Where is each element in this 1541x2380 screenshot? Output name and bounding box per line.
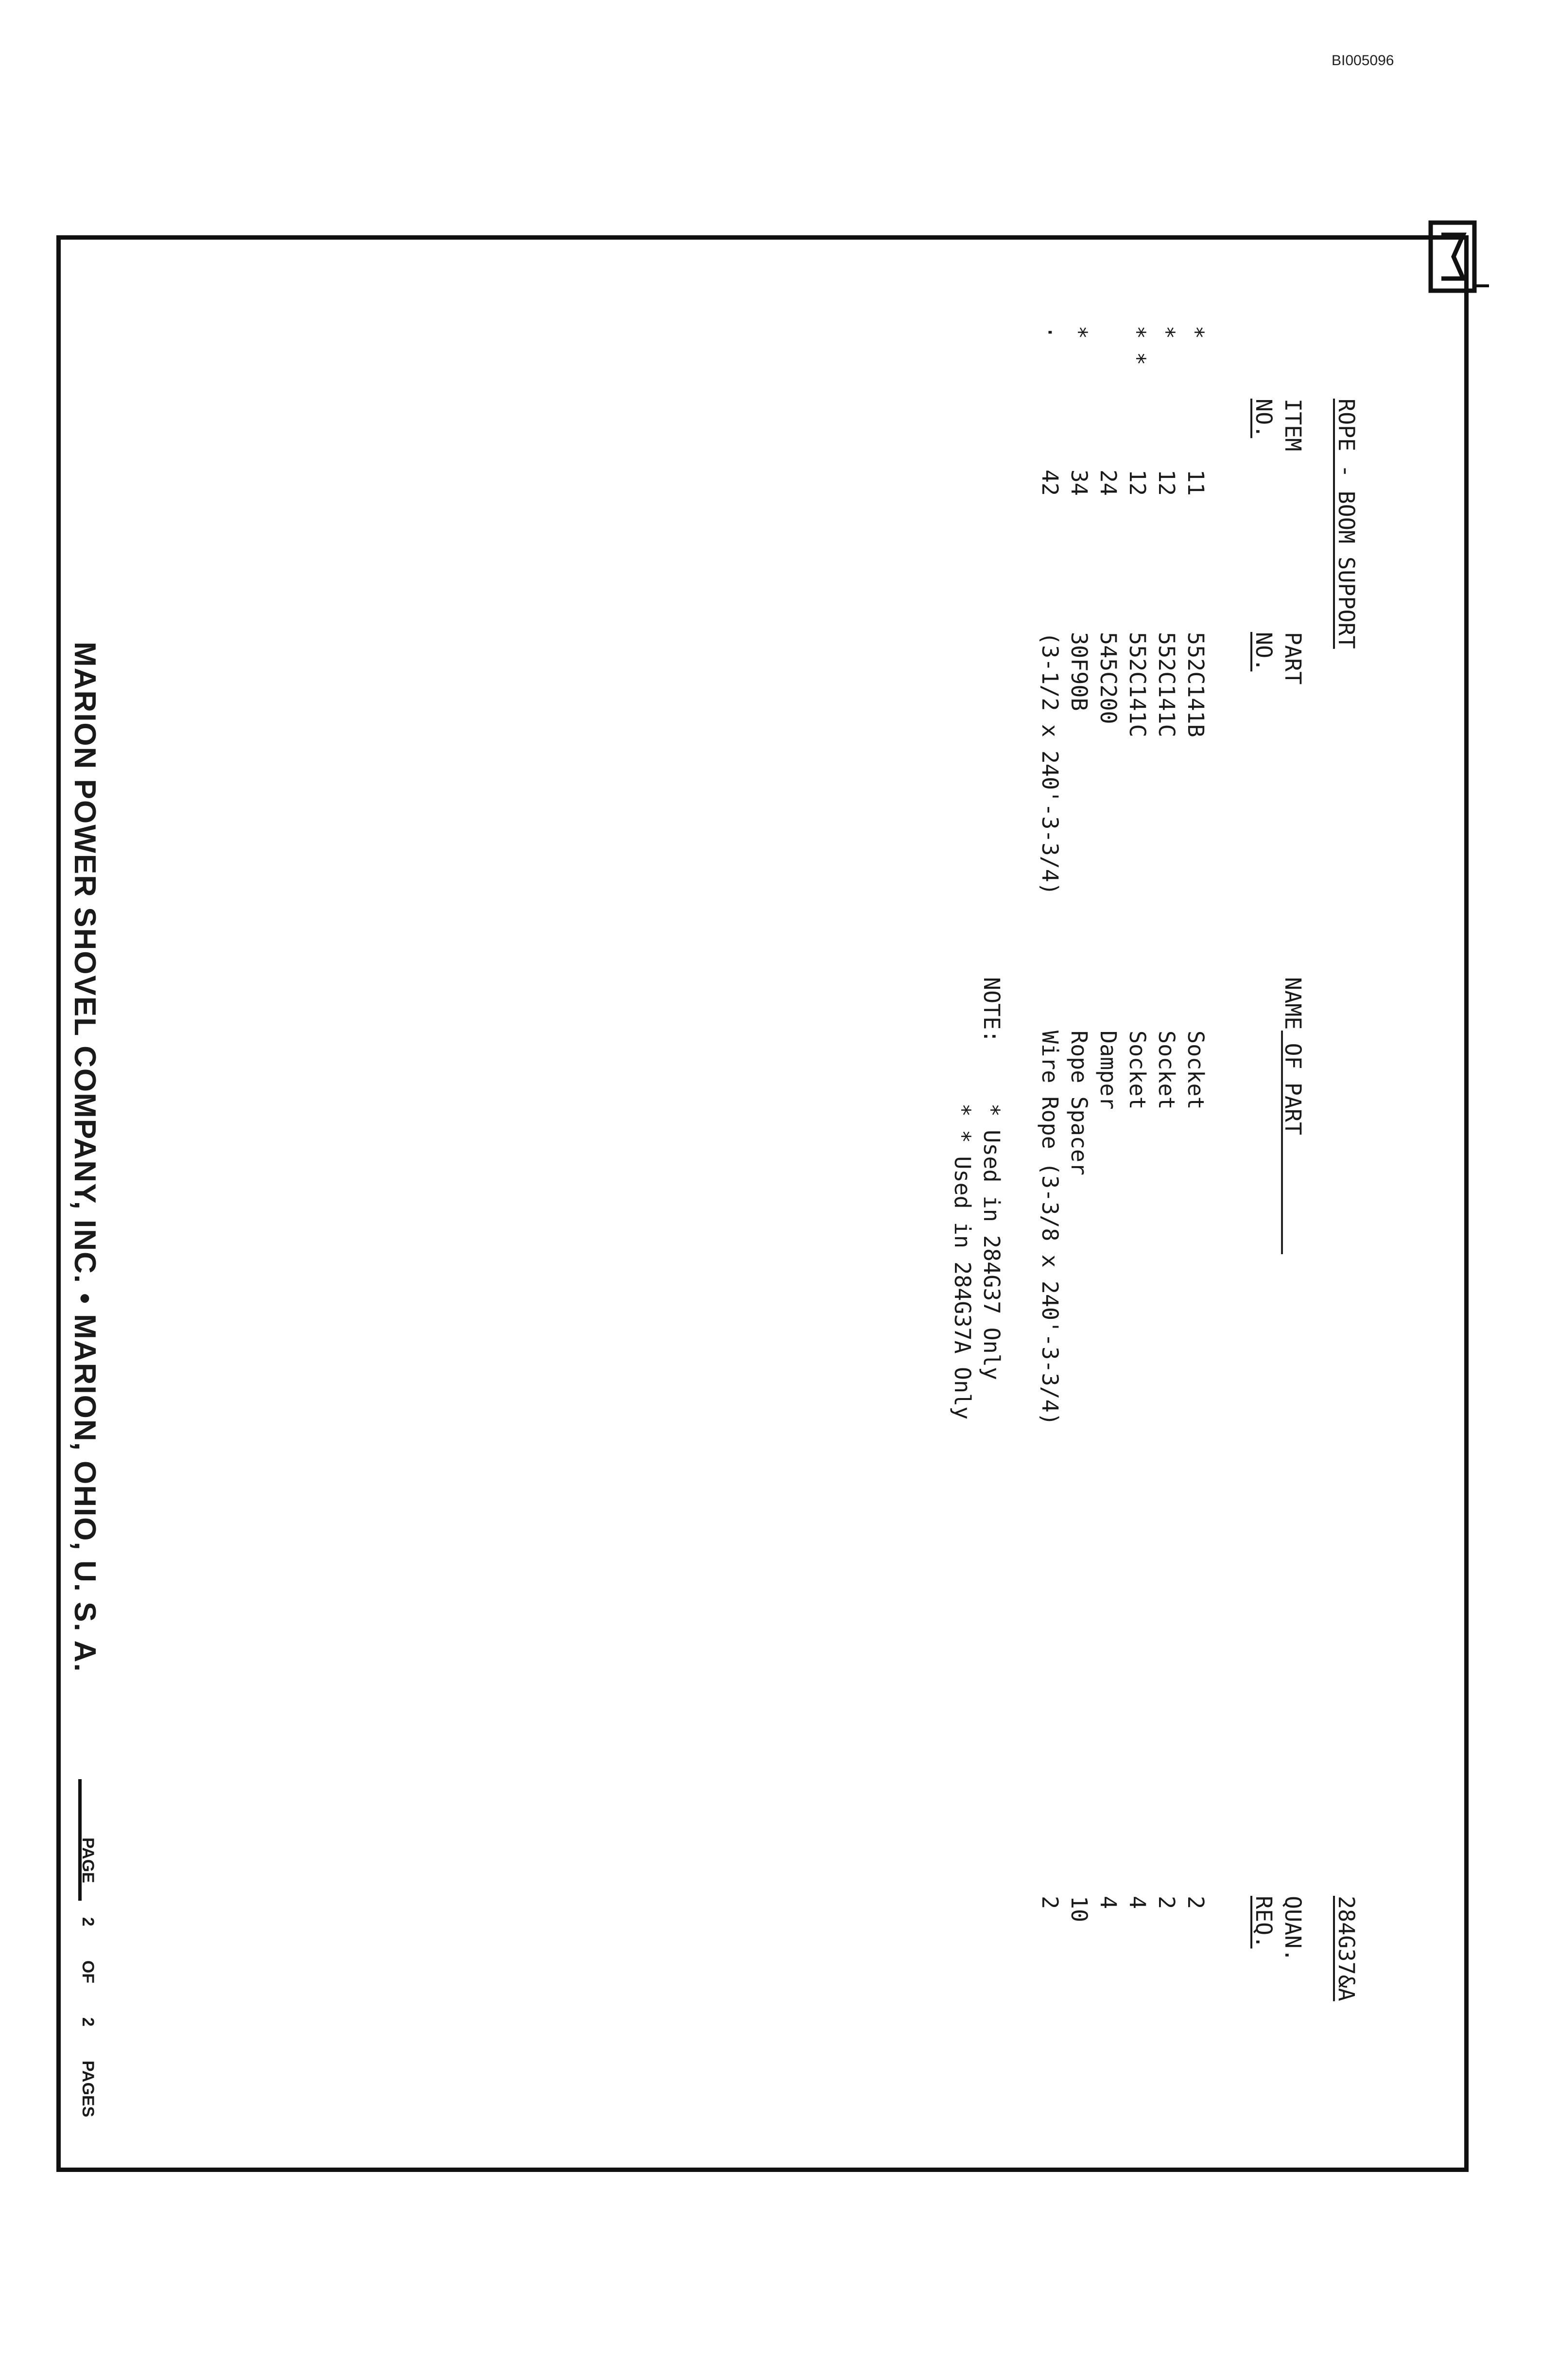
- parts-list: [950, 326, 1361, 2149]
- row-mark: *: [1183, 326, 1209, 339]
- row-name: Socket: [1154, 1031, 1179, 1110]
- name-header-rule: [1281, 1031, 1283, 1254]
- row-part: 552C141B: [1183, 632, 1209, 737]
- name-column: [1035, 1031, 1210, 1426]
- footer: [49, 642, 102, 2173]
- item-column: [1035, 399, 1210, 496]
- header-part-no: PART NO.: [1251, 632, 1306, 685]
- row-quantity: 2: [1037, 1896, 1063, 1909]
- row-item: 24: [1095, 469, 1121, 496]
- company-name: MARION POWER SHOVEL COMPANY, INC. • MARION, OHIO, U. S. A.: [68, 642, 102, 1673]
- quantity-column: [1035, 1896, 1210, 1922]
- row-quantity: 4: [1095, 1896, 1121, 1909]
- row-mark: *: [1154, 326, 1179, 339]
- row-name: Socket: [1183, 1031, 1209, 1110]
- row-quantity: 2: [1183, 1896, 1209, 1909]
- page-number: 2: [79, 1917, 97, 1926]
- row-quantity: 10: [1066, 1896, 1092, 1923]
- row-quantity: 4: [1125, 1896, 1150, 1909]
- row-item: 42: [1037, 469, 1063, 496]
- row-name: Socket: [1125, 1031, 1150, 1110]
- part-column: [1035, 632, 1210, 895]
- page-total: 2: [79, 2017, 97, 2027]
- row-name: Damper: [1095, 1031, 1121, 1110]
- document-id: BI005096: [1332, 52, 1394, 69]
- note-line: * Used in 284G37 Only: [979, 1103, 1004, 1380]
- row-item: 12: [1154, 469, 1179, 496]
- header-item-no: ITEM NO.: [1251, 399, 1306, 452]
- row-part: 30F90B: [1066, 632, 1092, 711]
- row-quantity: 2: [1154, 1896, 1179, 1909]
- note-label: NOTE:: [979, 977, 1004, 1043]
- pages-word: PAGES: [79, 2060, 97, 2118]
- list-title: ROPE - BOOM SUPPORT: [1333, 399, 1359, 649]
- header-name-of-part: NAME OF PART: [1280, 977, 1306, 1136]
- row-item: 11: [1183, 469, 1209, 496]
- row-item: 34: [1066, 469, 1092, 496]
- row-part: (3-1/2 x 240'-3-3/4): [1037, 632, 1063, 895]
- mark-column: [1035, 326, 1210, 384]
- marion-logo-icon: [1427, 213, 1490, 300]
- note-line: * * Used in 284G37A Only: [950, 1103, 975, 1420]
- row-mark: *: [1066, 326, 1092, 339]
- of-word: OF: [79, 1960, 97, 1983]
- row-name: Rope Spacer: [1066, 1031, 1092, 1176]
- page-word: PAGE: [79, 1838, 97, 1883]
- row-mark: * *: [1125, 326, 1150, 366]
- drawing-number: 284G37&A: [1333, 1896, 1359, 2001]
- row-part: 545C200: [1095, 632, 1121, 724]
- row-name: Wire Rope (3-3/8 x 240'-3-3/4): [1037, 1031, 1063, 1426]
- row-mark: [1093, 326, 1123, 384]
- page-indicator: [78, 1838, 97, 2151]
- row-mark: ·: [1037, 326, 1063, 339]
- header-quantity: QUAN. REQ.: [1251, 1896, 1306, 1962]
- row-item: 12: [1125, 469, 1150, 496]
- row-part: 552C141C: [1154, 632, 1179, 737]
- row-part: 552C141C: [1125, 632, 1150, 737]
